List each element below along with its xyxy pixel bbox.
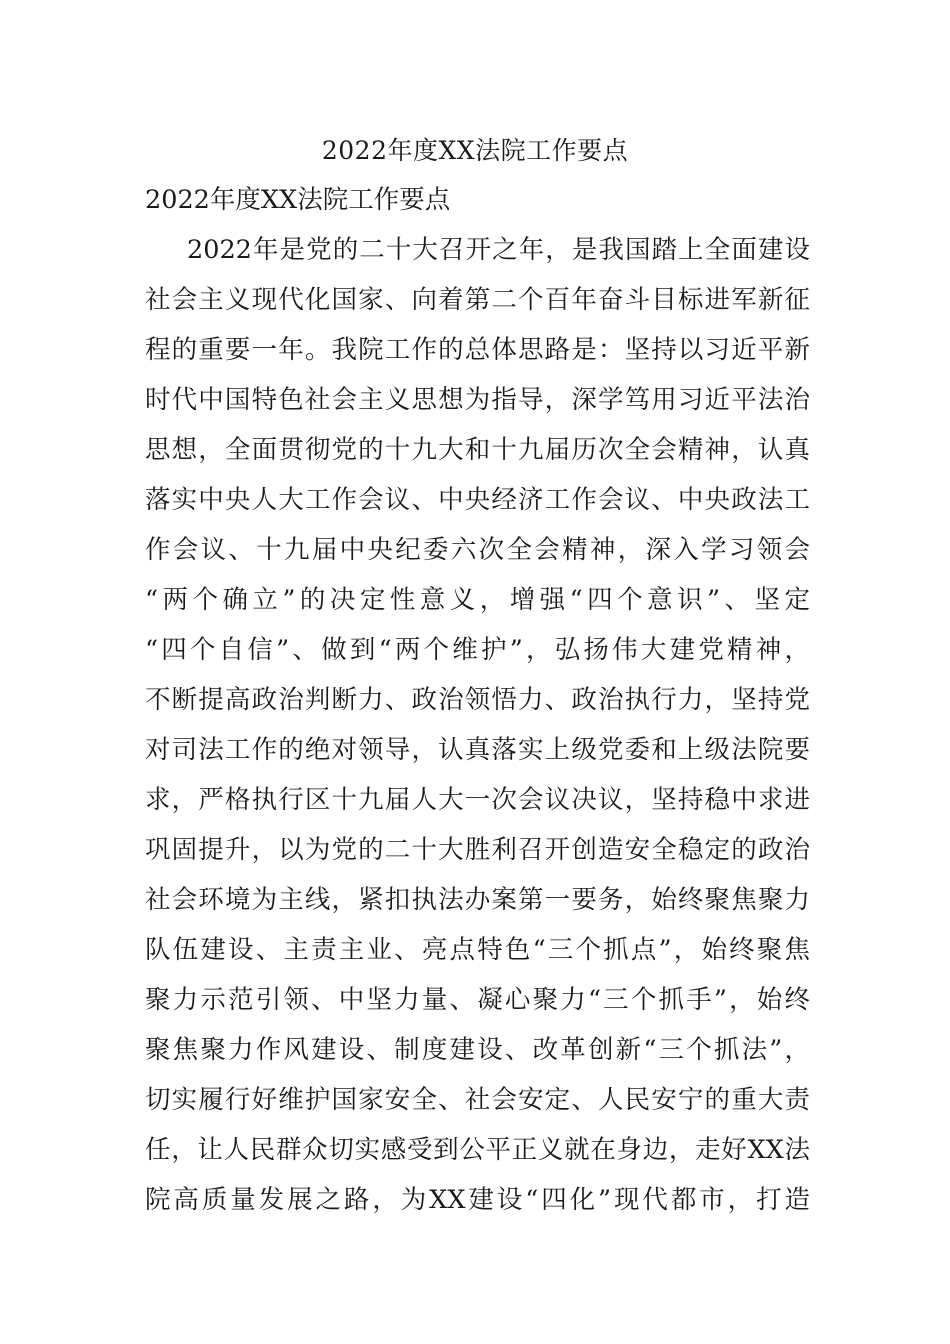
paragraph-line: 对司法工作的绝对领导，认真落实上级党委和上级法院要 bbox=[145, 735, 810, 765]
paragraph-line: 社会主义现代化国家、向着第二个百年奋斗目标进军新征 bbox=[145, 285, 810, 315]
paragraph-line: 院高质量发展之路，为XX建设“四化”现代都市，打造 bbox=[145, 1185, 810, 1215]
paragraph-line: 队伍建设、主责主业、亮点特色“三个抓点”，始终聚焦 bbox=[145, 935, 810, 965]
document-title: 2022年度XX法院工作要点 bbox=[321, 136, 629, 165]
paragraph-line: 时代中国特色社会主义思想为指导，深学笃用习近平法治 bbox=[145, 385, 810, 415]
paragraph-line: “两个确立”的决定性意义，增强“四个意识”、坚定 bbox=[145, 585, 810, 615]
document-subtitle: 2022年度XX法院工作要点 bbox=[145, 185, 451, 215]
paragraph-line: 切实履行好维护国家安全、社会安定、人民安宁的重大责 bbox=[145, 1085, 810, 1115]
paragraph-line: 不断提高政治判断力、政治领悟力、政治执行力，坚持党 bbox=[145, 685, 810, 715]
paragraph-line: 任，让人民群众切实感受到公平正义就在身边，走好XX法 bbox=[145, 1135, 810, 1165]
paragraph-line: 作会议、十九届中央纪委六次全会精神，深入学习领会 bbox=[145, 535, 810, 565]
paragraph-line: 聚焦聚力作风建设、制度建设、改革创新“三个抓法”， bbox=[145, 1035, 810, 1065]
paragraph-line: 社会环境为主线，紧扣执法办案第一要务，始终聚焦聚力 bbox=[145, 885, 810, 915]
paragraph-line: 程的重要一年。我院工作的总体思路是：坚持以习近平新 bbox=[145, 335, 810, 365]
paragraph-line: 落实中央人大工作会议、中央经济工作会议、中央政法工 bbox=[145, 485, 810, 515]
paragraph-line: 巩固提升，以为党的二十大胜利召开创造安全稳定的政治 bbox=[145, 835, 810, 865]
paragraph-line: 2022年是党的二十大召开之年，是我国踏上全面建设 bbox=[187, 235, 810, 265]
paragraph-line: “四个自信”、做到“两个维护”，弘扬伟大建党精神， bbox=[145, 635, 810, 665]
paragraph-line: 求，严格执行区十九届人大一次会议决议，坚持稳中求进 bbox=[145, 785, 810, 815]
document-body bbox=[145, 178, 810, 1228]
paragraph-line: 思想，全面贯彻党的十九大和十九届历次全会精神，认真 bbox=[145, 435, 810, 465]
paragraph-line: 聚力示范引领、中坚力量、凝心聚力“三个抓手”，始终 bbox=[145, 985, 810, 1015]
